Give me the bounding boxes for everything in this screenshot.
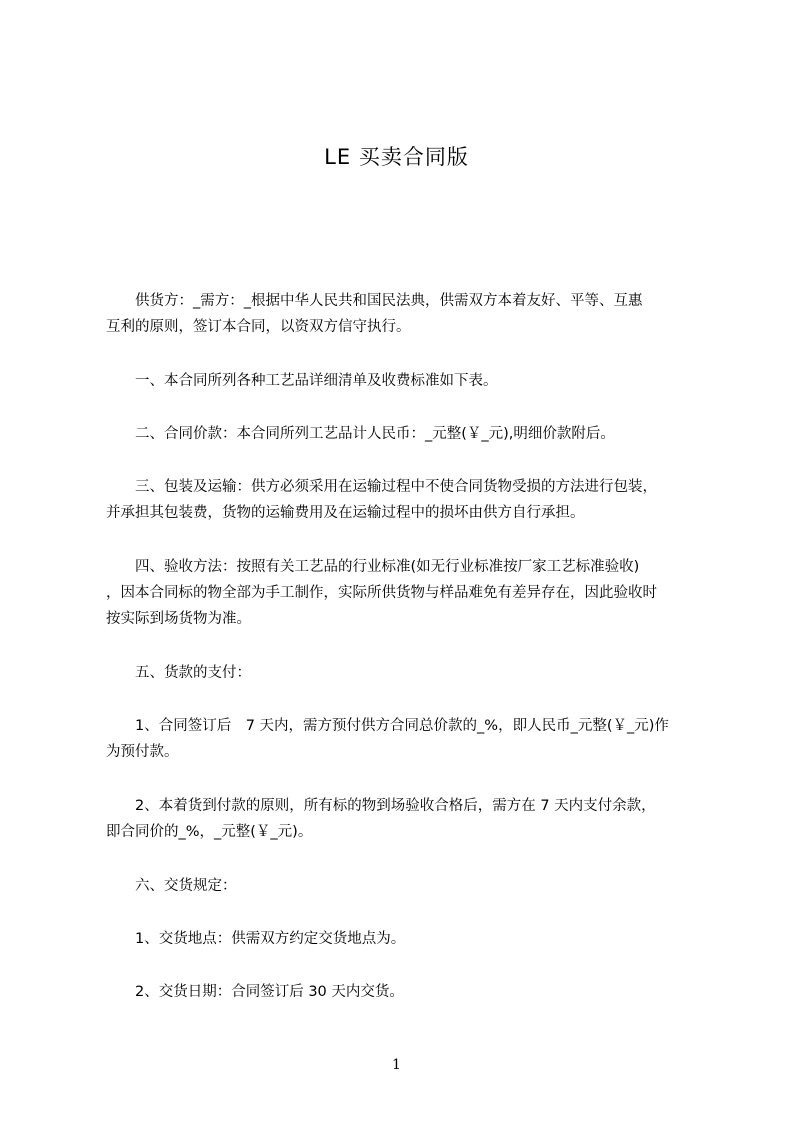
- paragraph-line: 并承担其包装费，货物的运输费用及在运输过程中的损坏由供方自行承担。: [106, 505, 585, 521]
- paragraph-line: 2、本着货到付款的原则，所有标的物到场验收合格后，需方在 7 天内支付余款，: [106, 798, 656, 814]
- paragraph-line: 三、包装及运输：供方必须采用在运输过程中不使合同货物受损的方法进行包装，: [106, 479, 657, 495]
- paragraph-line: 供货方：_需方：_根据中华人民共和国民法典，供需双方本着友好、平等、互惠: [106, 293, 643, 309]
- paragraph-line: 即合同价的_%，_元整(￥_元)。: [106, 824, 313, 840]
- delivery-item-2: [106, 979, 706, 1005]
- paragraph-line: 一、本合同所列各种工艺品详细清单及收费标准如下表。: [106, 373, 498, 389]
- paragraph-line: 五、货款的支付：: [106, 665, 251, 681]
- clause-five-payment: [106, 660, 706, 686]
- paragraph-line: 2、交货日期：合同签订后 30 天内交货。: [106, 984, 404, 1000]
- paragraph-line: 按实际到场货物为准。: [106, 611, 251, 627]
- paragraph-supplier-intro: [106, 288, 706, 340]
- page-number: 1: [392, 1057, 401, 1073]
- document-title: LE 买卖合同版: [324, 145, 469, 169]
- paragraph-line: 四、验收方法：按照有关工艺品的行业标准(如无行业标准按厂家工艺标准验收): [106, 559, 640, 575]
- paragraph-line: 互利的原则，签订本合同，以资双方信守执行。: [106, 319, 411, 335]
- delivery-item-1: [106, 926, 706, 952]
- paragraph-line: ，因本合同标的物全部为手工制作，实际所供货物与样品难免有差异存在，因此验收时: [106, 585, 657, 601]
- paragraph-line: 六、交货规定：: [106, 878, 237, 894]
- payment-item-1: [106, 713, 706, 765]
- clause-six-delivery: [106, 873, 706, 899]
- payment-item-2: [106, 793, 706, 845]
- clause-three-packaging: [106, 474, 706, 526]
- clause-four-acceptance: [106, 554, 706, 632]
- paragraph-line: 二、合同价款：本合同所列工艺品计人民币：_元整(￥_元),明细价款附后。: [106, 426, 615, 442]
- clause-one: [106, 368, 706, 394]
- paragraph-line: 1、交货地点：供需双方约定交货地点为。: [106, 931, 406, 947]
- paragraph-line: 1、合同签订后 7 天内，需方预付供方合同总价款的_%，即人民币_元整(￥_元)作: [106, 718, 669, 734]
- clause-two-price: [106, 421, 706, 447]
- paragraph-line: 为预付款。: [106, 744, 179, 760]
